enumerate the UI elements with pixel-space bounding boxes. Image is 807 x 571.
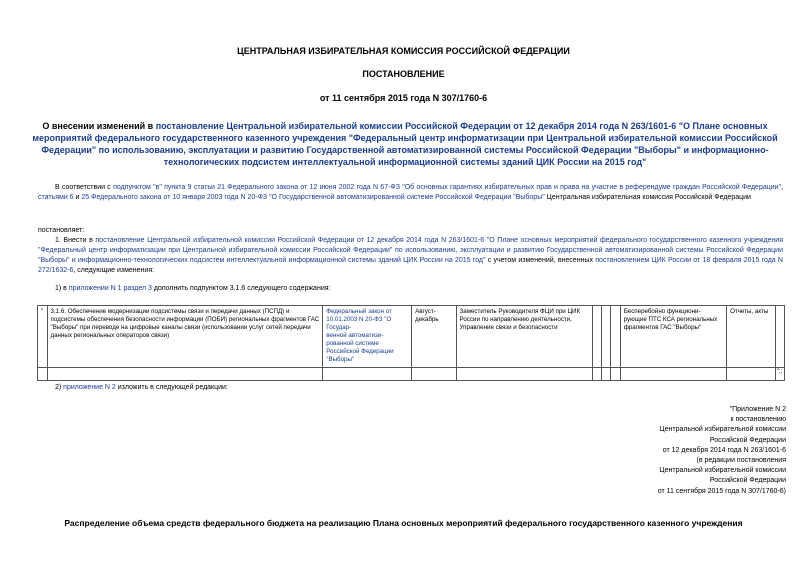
empty-cell — [775, 306, 784, 368]
empty-cell — [456, 368, 592, 381]
empty-cell — [38, 368, 48, 381]
empty-cell — [602, 306, 611, 368]
appendix-line: к постановлению — [730, 416, 786, 424]
period-cell: Август-декабрь — [412, 306, 456, 368]
resolves-label: постановляет: — [38, 227, 85, 234]
empty-cell — [592, 306, 601, 368]
empty-cell — [611, 368, 620, 381]
empty-cell — [47, 368, 323, 381]
empty-cell — [611, 306, 620, 368]
empty-cell — [727, 368, 776, 381]
appendix-header — [566, 405, 786, 497]
empty-cell — [323, 368, 412, 381]
doc-date-number: от 11 сентября 2015 года N 307/1760-6 — [319, 93, 488, 103]
text: и — [73, 194, 82, 201]
appendix-2-link[interactable]: приложение N 2 — [63, 384, 116, 391]
paragraph-subitem-2 — [55, 383, 555, 393]
quote-open-cell: " — [38, 306, 48, 368]
quote-close-cell — [775, 368, 784, 381]
result-cell: Бесперебойно функциони- рующие ПТС КСА региональных фрагментов ГАС "Выборы" — [620, 306, 726, 368]
text: Центральная избирательная комиссия Российской Федерации — [544, 194, 751, 201]
appendix-line: от 11 сентября 2015 года N 307/1760-6) — [657, 487, 786, 495]
empty-cell — [592, 368, 601, 381]
appendix-line: (в редакции постановления — [696, 457, 786, 465]
paragraph-item-1 — [38, 236, 783, 276]
subject-prefix: О внесении изменений в — [42, 121, 156, 131]
text: изложить в следующей редакции: — [115, 384, 228, 391]
text: В соответствии с — [55, 184, 114, 191]
law-cell[interactable]: Федеральный закон от 10.01.2003 N 20-ФЗ "О Государ- венной автоматизи- рованной системе Российской Федерации "Выборы" — [323, 306, 412, 368]
table-row — [38, 368, 785, 381]
org-title: ЦЕНТРАЛЬНАЯ ИЗБИРАТЕЛЬНАЯ КОМИССИЯ РОССИЙСКОЙ ФЕДЕРАЦИИ — [237, 46, 570, 56]
text: с учетом изменений, внесенных — [485, 257, 596, 264]
appendix-line: Центральной избирательной комиссии — [659, 426, 786, 434]
empty-cell — [412, 368, 456, 381]
text: дополнить подпунктом 3.1.6 следующего содержания: — [151, 285, 331, 292]
law-20-link[interactable]: 25 Федерального закона от 10 января 2003 года N 20-ФЗ "О Государственной автоматизированной системе Российской Федерации "Выборы" — [81, 194, 545, 201]
section-title: Распределение объема средств федерального бюджета на реализацию Плана основных мероприятий федерального государственного казенного учреждения — [64, 518, 743, 528]
text: 2) — [55, 384, 64, 391]
article-6-link[interactable]: статьями 6 — [38, 194, 74, 201]
semicolon: ; — [780, 368, 783, 375]
paragraph-basis — [38, 183, 783, 203]
reports-cell: Отчеты, акты — [727, 306, 776, 368]
text: , — [781, 184, 784, 191]
empty-cell — [620, 368, 726, 381]
empty-cell — [602, 368, 611, 381]
appendix-line: Центральной избирательной комиссии — [659, 467, 786, 475]
item-cell: 3.1.6. Обеспечение модернизации подсистемы связи и передачи данных (ПСПД) и подсистемы обеспечения безопасности информации (ПОБИ) региональных фрагментов ГАС "Выборы" при переводе на цифровые каналы связи (использовании услуг сетей передачи данных региональных операторов связи) — [47, 306, 323, 368]
text: 1. Внести в — [55, 237, 96, 244]
resolution-272-link[interactable]: постановлением ЦИК России от 18 февраля 2015 года N 272/1632-6 — [38, 257, 783, 274]
table-row — [38, 306, 785, 368]
text: 1) в — [55, 285, 69, 292]
appendix-line: Российской Федерации — [709, 436, 786, 444]
subject-link[interactable]: постановление Центральной избирательной комиссии Российской Федерации от 12 декабря 2014 года N 263/1601-6 "О Плане основных мероприятий федерального государственного казенного учреждения "Федеральный центр информатизации при Центральной избирательной комиссии Российской Федерации" по использованию, эксплуатации и развитию Государственной автоматизированной системы Российской Федерации "Выборы" и информационно-технологических подсистем интеллектуальной информационной системы зданий ЦИК России на 2015 год" — [32, 121, 778, 167]
resolution-263-link[interactable]: постановление Центральной избирательной комиссии Российской Федерации от 12 декабря 2014 года N 263/1601-6 "О Плане основных мероприятий федерального государственного казенного учреждения "Федеральный центр информатизации при Центральной избирательной комиссии Российской Федерации" по использованию, эксплуатации и развитию Государственной автоматизированной системы Российской Федерации "Выборы" и информационно-технологических подсистем интеллектуальной информационной системы зданий ЦИК России на 2015 год" — [38, 237, 783, 264]
appendix-line: Российской Федерации — [709, 477, 786, 485]
section-3-link[interactable]: раздел 3 — [123, 285, 152, 292]
document-subject — [25, 120, 785, 168]
paragraph-subitem-1 — [55, 284, 555, 294]
quote-close: ". — [776, 368, 781, 375]
appendix-1-link[interactable]: приложении N 1 — [68, 285, 122, 292]
text: , следующие изменения: — [73, 267, 155, 274]
responsible-cell: Заместитель Руководителя ФЦИ при ЦИК России по направлению деятельности, Управление связи и безопасности — [456, 306, 592, 368]
amendment-table — [37, 305, 785, 381]
doc-type: ПОСТАНОВЛЕНИЕ — [362, 69, 445, 79]
law-67-link[interactable]: подпунктом "в" пункта 9 статьи 21 Федерального закона от 12 июня 2002 года N 67-ФЗ "Об основных гарантиях избирательных прав и права на участие в референдуме граждан Российской Федерации" — [113, 184, 782, 191]
appendix-line: "Приложение N 2 — [729, 406, 786, 413]
appendix-line: от 12 декабря 2014 года N 263/1601-6 — [662, 446, 786, 454]
